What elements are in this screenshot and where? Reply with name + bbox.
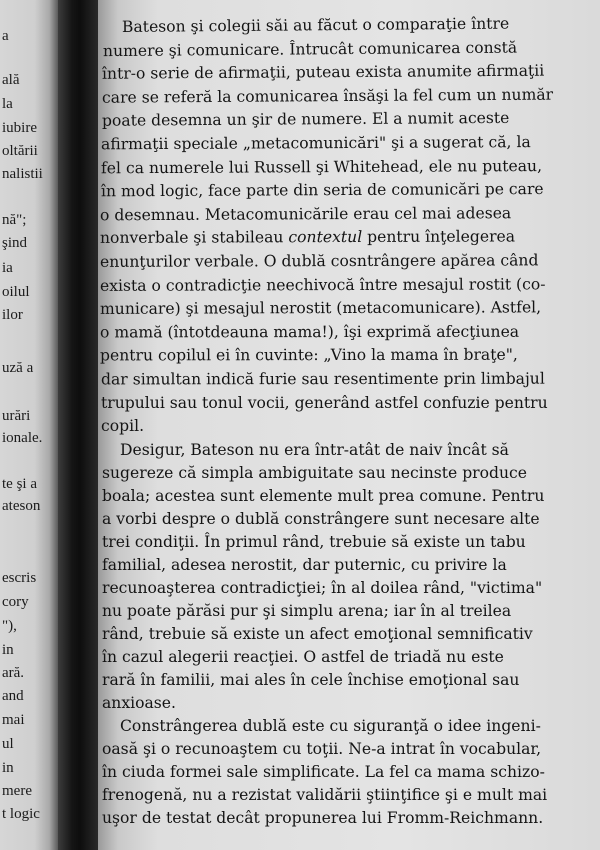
text-line: trupului sau tonul vocii, generând astfel confuzie pentru [101, 393, 548, 412]
text-line: copil. [101, 417, 145, 436]
emphasized-word: contextul [288, 228, 363, 247]
text-line: rară în familii, mai ales în cele închise emoţional sau [102, 670, 520, 689]
left-page-fragment: cory [2, 594, 29, 610]
text-line: frenogenă, nu a rezistat validării ştiinţifice şi e mult mai [102, 785, 548, 804]
text-line: nu poate părăsi pur şi simplu arena; iar în al treilea [102, 601, 512, 620]
text-line: trei condiţii. În primul rând, trebuie să existe un tabu [102, 532, 526, 551]
left-page-fragment: ateson [2, 498, 41, 514]
text-line: numere şi comunicare. Întrucât comunicarea constă [102, 38, 518, 60]
left-page-fragment: uză a [2, 360, 34, 376]
left-page-fragment: te şi a [2, 476, 37, 492]
text-line: pentru copilul ei în cuvinte: „Vino la mama în braţe", [99, 346, 518, 365]
left-page-fragment: and [2, 688, 24, 704]
text-line: uşor de testat decât propunerea lui Fromm-Reichmann. [102, 808, 544, 827]
left-page-fragment: mere [2, 783, 32, 799]
text-line: boala; acestea sunt elemente mult prea comune. Pentru [102, 486, 545, 505]
left-page-fragment: nalistii [2, 166, 43, 182]
text-line: municare) şi mesajul nerostit (metacomunicare). Astfel, [99, 298, 542, 318]
left-page-fragment: urări [2, 408, 31, 424]
left-page-fragment: nă"; [2, 212, 27, 228]
left-page-fragment: ul [2, 736, 14, 752]
text-line: rând, trebuie să existe un afect emoţional semnificativ [102, 624, 533, 643]
text-line: Bateson şi colegii săi au făcut o comparaţie între [121, 14, 510, 36]
left-page-fragment: t logic [2, 806, 40, 822]
text-line: dar simultan indică furie sau resentimente prin limbajul [100, 369, 545, 389]
text-line: într-o serie de afirmaţii, puteau exista anumite afirmaţii [101, 61, 545, 83]
text-line: care se referă la comunicarea însăşi la fel cum un număr [101, 85, 554, 107]
left-page-fragment: ală [2, 72, 20, 88]
text-line: afirmaţii speciale „metacomunicări" şi a sugerat că, la [100, 133, 531, 154]
right-page [98, 0, 600, 850]
left-page-fragment: oltării [2, 143, 38, 159]
text-line: sugereze că simpla ambiguitate sau necinste produce [102, 463, 528, 482]
text-line: familial, adesea nerostit, dar puternic, cu privire la [102, 555, 507, 574]
left-page-fragment: escris [2, 570, 37, 586]
text-line: Desigur, Bateson nu era într-atât de naiv încât să [120, 440, 509, 459]
text-line: exista o contradicţie neechivocă între mesajul rostit (co- [99, 274, 546, 295]
text-line: anxioase. [102, 693, 176, 712]
text-line: Constrângerea dublă este cu siguranţă o idee ingeni- [120, 716, 541, 735]
left-page-fragment: ia [2, 260, 13, 276]
text-line: a vorbi despre o dublă constrângere sunt necesare alte [102, 509, 540, 528]
text-line: poate desemna un şir de numere. El a numit aceste [101, 109, 510, 131]
left-page-fragment: ară. [2, 665, 25, 681]
text-line: o desemnau. Metacomunicările erau cel mai adesea [99, 203, 512, 225]
text-line: în mod logic, face parte din seria de comunicări pe care [100, 180, 544, 201]
left-page-fragment: oilul [2, 284, 30, 300]
text-line: în cazul alegerii reacţiei. O astfel de triadă nu este [102, 647, 504, 666]
text-line: enunţurilor verbale. O dublă cosntrângere apărea când [99, 251, 539, 271]
body-text [98, 14, 600, 830]
left-page [0, 0, 58, 850]
left-page-fragment: a [2, 28, 9, 44]
text-line: oasă şi o recunoaştem cu toţii. Ne-a intrat în vocabular, [102, 739, 542, 758]
text-line: recunoaşterea contradicţiei; în al doilea rând, "victima" [102, 578, 543, 597]
text-line: fel ca numerele lui Russell şi Whitehead, ele nu puteau, [100, 156, 543, 177]
text-line: nonverbale şi stabileau contextul pentru înţelegerea [99, 227, 516, 248]
left-page-fragment: "), [2, 618, 17, 634]
text-line: o mamă (întotdeauna mama!), îşi exprimă afecţiunea [99, 322, 520, 342]
left-page-fragment: in [2, 642, 14, 658]
text-line: în ciuda formei sale simplificate. La fel ca mama schizo- [102, 762, 545, 781]
left-page-fragment: şind [2, 235, 28, 251]
left-page-fragment: ionale. [2, 430, 43, 446]
left-page-fragment: iubire [2, 120, 37, 136]
left-page-fragment: ilor [2, 307, 23, 323]
book-gutter [58, 0, 98, 850]
left-page-fragment: la [2, 96, 13, 112]
left-page-fragment: mai [2, 712, 25, 728]
left-page-fragment: in [2, 760, 14, 776]
